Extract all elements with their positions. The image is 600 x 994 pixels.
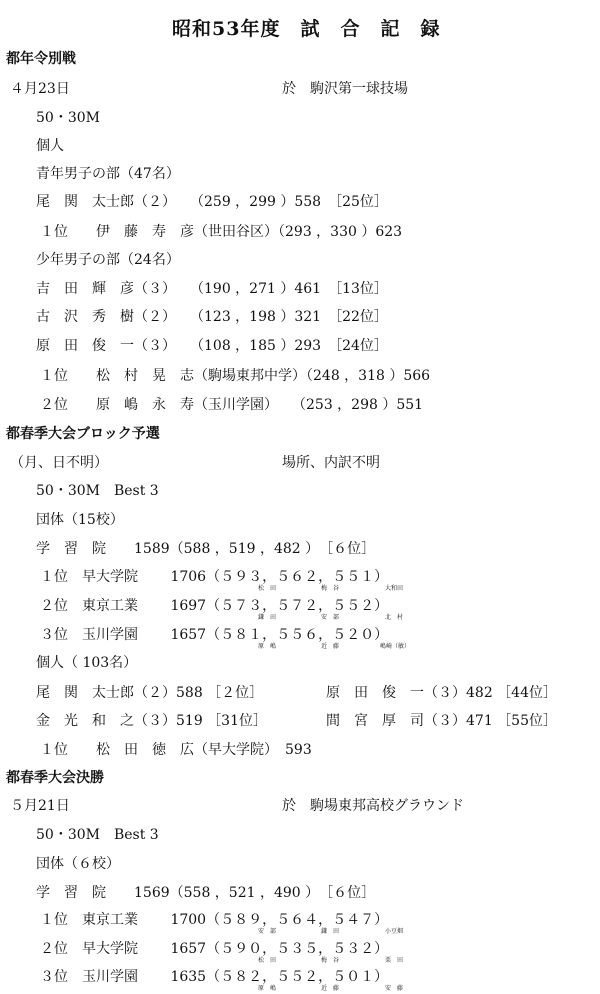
result-row: ３位 玉川学園 1657（５８１，５５６，５２０）: [40, 627, 389, 643]
member-name: 安 部: [321, 614, 340, 621]
member-name: 松 田: [258, 957, 277, 964]
member-name: 近 藤: [321, 985, 340, 992]
result-row: 尾 関 太士郎（２） （259 ，299 ）558 ［25位］: [36, 194, 388, 210]
section-heading: 都春季大会決勝: [6, 770, 104, 786]
division: 少年男子の部（24名）: [36, 252, 180, 268]
result-row: 金 光 和 之（３）519 ［31位］: [36, 713, 267, 729]
member-name: 近 藤: [321, 643, 340, 650]
venue: 於 駒沢第一球技場: [282, 81, 408, 97]
result-row: 間 宮 厚 司（３）471 ［55位］: [326, 713, 557, 729]
member-name: 小豆畑: [385, 928, 404, 935]
result-row: ２位 東京工業 1697（５７３，５７２，５５２）: [40, 598, 389, 614]
result-row: 原 田 俊 一（３） （108 ，185 ）293 ［24位］: [36, 338, 388, 354]
result-row: ２位 原 嶋 永 寿（玉川学園） （253 ，298 ）551: [40, 397, 424, 413]
result-row: ３位 玉川学園 1635（５８２，５５２，５０１）: [40, 969, 389, 985]
page-title: 昭和53年度 試 合 記 録: [172, 18, 441, 40]
member-name: 原 嶋: [258, 643, 277, 650]
result-row: １位 松 田 徳 広（早大学院） 593: [40, 742, 312, 758]
section-heading: 都春季大会ブロック予選: [6, 426, 160, 442]
result-row: 学 習 院 1589（588 ，519 ，482 ） ［６位］: [36, 541, 376, 557]
member-name: 原 嶋: [258, 985, 277, 992]
member-name: 大和田: [385, 585, 404, 592]
category: 個人（ 103名）: [36, 655, 138, 671]
venue: 於 駒場東邦高校グラウンド: [282, 798, 464, 814]
section-heading: 都年令別戦: [6, 51, 76, 67]
member-name: 鎌 田: [258, 614, 277, 621]
member-name: 北 村: [385, 614, 404, 621]
member-name: 栗 田: [385, 957, 404, 964]
event: 50・30M: [36, 110, 100, 126]
date: （月、日不明）: [10, 455, 108, 471]
member-name: 安 藤: [385, 985, 404, 992]
result-row: １位 早大学院 1706（５９３，５６２，５５１）: [40, 569, 389, 585]
category: 団体（６校）: [36, 856, 120, 872]
member-name: 安 部: [258, 928, 277, 935]
result-row: ２位 早大学院 1657（５９０，５３５，５３２）: [40, 941, 389, 957]
category: 個人: [36, 138, 64, 154]
member-name: 鎌 田: [321, 928, 340, 935]
division: 青年男子の部（47名）: [36, 166, 180, 182]
result-row: 原 田 俊 一（３）482 ［44位］: [326, 685, 557, 701]
result-row: １位 東京工業 1700（５８９，５６４，５４７）: [40, 912, 389, 928]
venue: 場所、内訳不明: [282, 455, 380, 471]
event: 50・30M Best 3: [36, 483, 159, 499]
category: 団体（15校）: [36, 512, 124, 528]
member-name: 嶋崎（敏）: [380, 643, 411, 650]
result-row: １位 松 村 晃 志（駒場東邦中学）（248 ，318 ）566: [40, 368, 431, 384]
result-row: 尾 関 太士郎（２）588 ［２位］: [36, 685, 264, 701]
event: 50・30M Best 3: [36, 827, 159, 843]
date: ４月23日: [10, 81, 70, 97]
result-row: １位 伊 藤 寿 彦（世田谷区）（293 ，330 ）623: [40, 224, 403, 240]
member-name: 梅 谷: [321, 585, 340, 592]
result-row: 古 沢 秀 樹（２） （123 ，198 ）321 ［22位］: [36, 309, 388, 325]
member-name: 松 田: [258, 585, 277, 592]
date: ５月21日: [10, 798, 70, 814]
member-name: 梅 谷: [321, 957, 340, 964]
result-row: 学 習 院 1569（558 ，521 ，490 ） ［６位］: [36, 885, 376, 901]
result-row: 吉 田 輝 彦（３） （190 ，271 ）461 ［13位］: [36, 281, 388, 297]
